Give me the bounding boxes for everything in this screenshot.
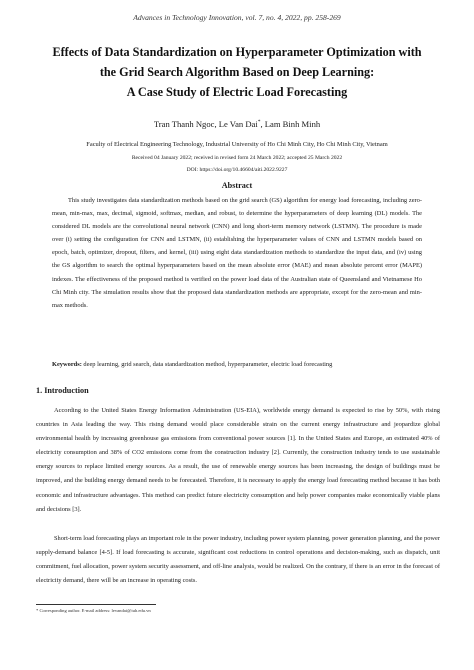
title-line: Effects of Data Standardization on Hyperparameter Optimization with — [52, 45, 422, 59]
corresponding-mark: * — [257, 119, 261, 126]
title-line: A Case Study of Electric Load Forecasting — [126, 85, 348, 99]
abstract-heading: Abstract — [221, 181, 253, 190]
doi-link[interactable]: DOI: https://doi.org/10.46604/aiti.2022.9227 — [186, 167, 288, 173]
keywords — [52, 360, 422, 370]
received-dates: Received 04 January 2022; received in revised form 24 March 2022; accepted 25 March 2022 — [131, 155, 343, 161]
authors-text: Tran Thanh Ngoc, Le Van Dai — [153, 119, 258, 129]
keywords-label: Keywords: — [52, 361, 82, 368]
section-heading: 1. Introduction — [36, 386, 89, 395]
body-paragraph: According to the United States Energy Information Administration (US-EIA), worldwide energy demand is expected to rise by 50%, with rising countries in Asia leading the way. This rising demand would place considerable strain on the current energy infrastructure and jeopardize global environmental health by increasing greenhouse gas emissions from conventional power sources [1]. In the United States and Europe, an estimated 40% of electricity consumption and 38% of CO2 emissions come from the construction industry [2]. Currently, the construction industry tends to use sustainable energy sources to replace limited energy sources. As a result, the use of renewable energy sources has been increasing, the design of buildings must be improved, and the building energy demand needs to be forecasted. Therefore, it is necessary to apply the energy load forecasting method because it has both economic and infrastructure advantages. This method can predict future electricity consumption and help power companies make economically viable plans and decisions [3]. — [36, 407, 440, 513]
abstract-text: This study investigates data standardization methods based on the grid search (GS) algorithm for energy load forecasting, including zero-mean, min-max, max, decimal, sigmoid, softmax, median, and robust, to determine the hyperparameters of deep learning (DL) models. The considered DL models are the convolutional neural network (CNN) and long short-term memory network (LSTMN). The procedure is made over (i) setting the configuration for CNN and LSTMN, (ii) establishing the hyperparameter values of CNN and LSTMN models based on epoch, batch, optimizer, dropout, filters, and kernel, (iii) using eight data standardization methods to standardize the input data, and (iv) using the GS algorithm to search the optimal hyperparameters based on the mean absolute error (MAE) and mean absolute percent error (MAPE) indexes. The effectiveness of the proposed method is verified on the power load data of the Australian state of Queensland and Vietnamese Ho Chi Minh city. The simulation results show that the proposed data standardization methods are appropriate, except for the zero-mean and min-max methods. — [52, 197, 422, 309]
keywords-text: deep learning, grid search, data standardization method, hyperparameter, electric load forecasting — [81, 361, 333, 368]
affiliation: Faculty of Electrical Engineering Technology, Industrial University of Ho Chi Minh City, Ho Chi Minh City, Vietnam — [86, 141, 388, 148]
authors-text-end: , Lam Binh Minh — [260, 119, 321, 129]
title-line: the Grid Search Algorithm Based on Deep Learning: — [99, 65, 375, 79]
footnote-divider — [36, 604, 156, 605]
author-list — [0, 119, 474, 129]
paper-title — [28, 42, 446, 102]
body-paragraph: Short-term load forecasting plays an important role in the power industry, including power system planning, power generation planning, and the power supply-demand balance [4-5]. If load forecasting is accurate, significant cost reductions in control operations and decision-making, such as dispatch, unit commitment, fuel allocation, power system security assessment, and off-line analysis, would be realized. On the contrary, if there is an error in the forecast of electricity demand, there will be an increase in operating costs. — [36, 535, 440, 585]
footnote: * Corresponding author. E-mail address: levandai@iuh.edu.vn — [36, 608, 151, 613]
journal-header: Advances in Technology Innovation, vol. 7, no. 4, 2022, pp. 258-269 — [133, 13, 341, 22]
